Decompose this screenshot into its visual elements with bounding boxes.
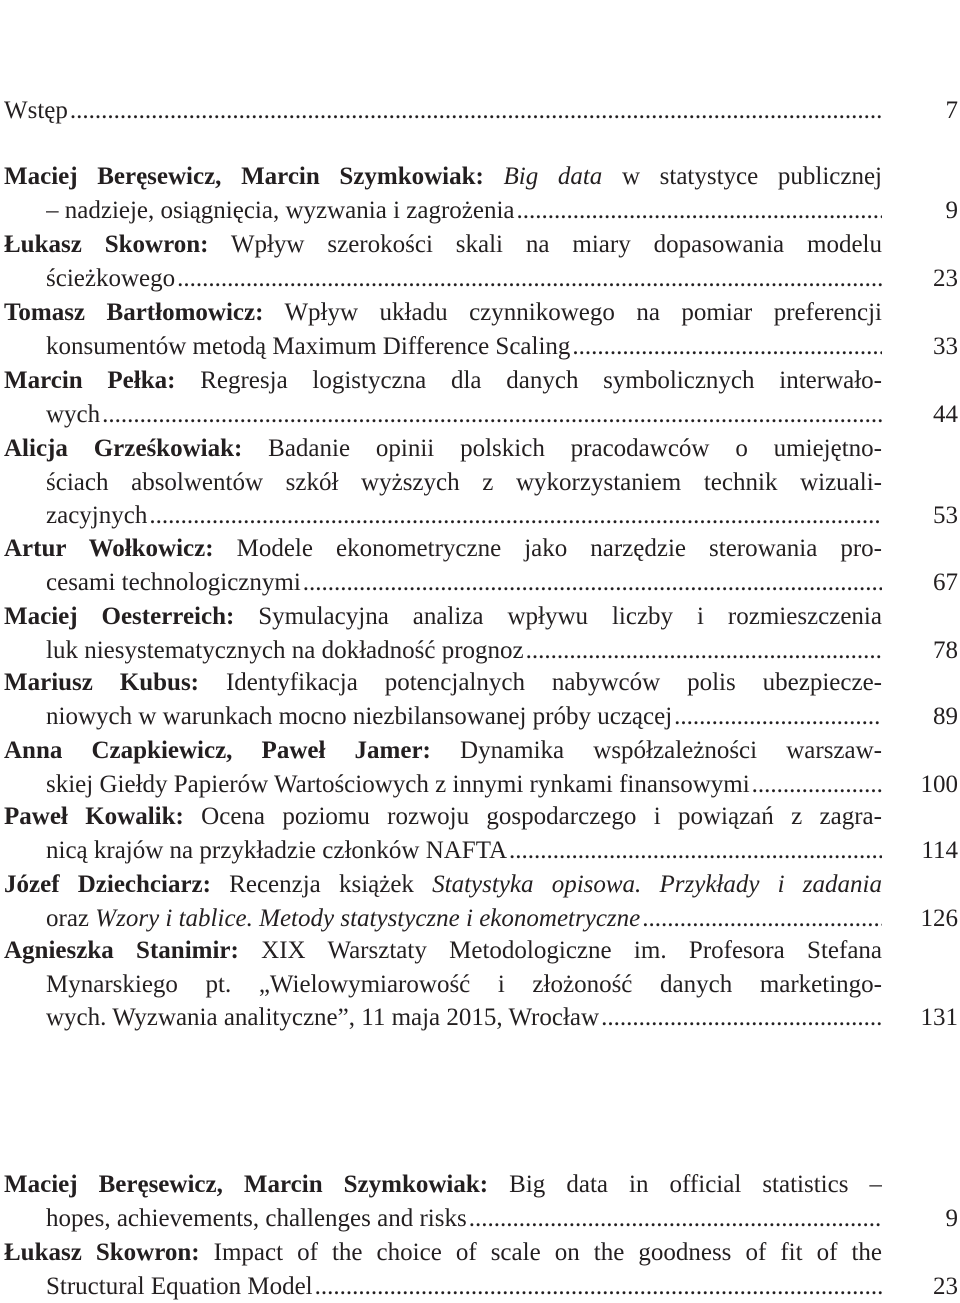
- dot-leader: [509, 834, 882, 868]
- toc-entry[interactable]: [4, 160, 958, 227]
- entry-title-italic-title: Big data: [503, 163, 603, 190]
- toc-entry[interactable]: [4, 296, 958, 363]
- entry-title-text: Recenzja książek: [210, 871, 433, 898]
- entry-author: Anna Czapkiewicz, Paweł Jamer:: [4, 737, 431, 764]
- toc-entry-leader-line: [4, 398, 958, 432]
- page-number: 7: [945, 97, 958, 124]
- entry-title-italic-title: Wzory i tablice. Metody statystyczne i ekonometryczne: [95, 904, 641, 932]
- toc-entry-first-line: [4, 532, 882, 566]
- toc-entry-first-line: [4, 160, 882, 194]
- page-number: 33: [933, 332, 958, 360]
- entry-title-text: oraz: [46, 904, 96, 932]
- toc-entry-leader-line: [4, 834, 958, 868]
- toc-entry-leader-line: [4, 768, 958, 802]
- toc-entry-first-line: [4, 432, 882, 466]
- dot-leader: [70, 94, 882, 128]
- dot-leader: [469, 1202, 882, 1236]
- dot-leader: [642, 902, 882, 936]
- entry-last-text: [46, 902, 640, 936]
- entry-author: Alicja Grześkowiak:: [4, 435, 243, 462]
- entry-author: Tomasz Bartłomowicz:: [4, 299, 264, 326]
- dot-leader: [752, 768, 882, 802]
- toc-entry[interactable]: [4, 800, 958, 867]
- toc-entry[interactable]: [4, 1168, 958, 1235]
- entry-author: Maciej Beręsewicz, Marcin Szymkowiak:: [4, 1171, 489, 1198]
- toc-entry-first-line: [4, 734, 882, 768]
- entry-title-text: Big data in official statistics –: [488, 1171, 882, 1198]
- entry-author: Artur Wołkowicz:: [4, 535, 214, 562]
- dot-leader: [572, 330, 882, 364]
- entry-last-text: wych. Wyzwania analityczne”, 11 maja 2015, Wrocław: [46, 1004, 600, 1032]
- page-number: 126: [920, 904, 958, 932]
- page-number: 53: [933, 502, 958, 530]
- entry-last-text: Structural Equation Model: [46, 1272, 313, 1300]
- page-number: 44: [933, 400, 958, 428]
- entry-title-text: w statystyce publicznej: [602, 163, 882, 190]
- entry-author: Maciej Beręsewicz, Marcin Szymkowiak:: [4, 163, 484, 190]
- entry-author: Marcin Pełka:: [4, 367, 176, 394]
- page-number: 9: [945, 1204, 958, 1232]
- entry-last-text: nicą krajów na przykładzie członków NAFTA: [46, 836, 508, 864]
- page-number: 114: [921, 836, 958, 864]
- entry-title-text: Mynarskiego pt. „Wielowymiarowość i złożoność danych marketingo-: [46, 970, 882, 998]
- entry-last-text: hopes, achievements, challenges and risks: [46, 1204, 467, 1232]
- toc-entry-continuation-line: [4, 466, 882, 500]
- toc-entry-leader-line: [4, 94, 958, 128]
- entry-title-text: Modele ekonometryczne jako narzędzie sterowania pro-: [213, 535, 882, 562]
- toc-entry-first-line: [4, 364, 882, 398]
- entry-title-text: ściach absolwentów szkół wyższych z wykorzystaniem technik wizuali-: [46, 468, 882, 496]
- page-number: 100: [920, 770, 958, 798]
- toc-entry-leader-line: [4, 1270, 958, 1303]
- page-number: 23: [933, 264, 958, 292]
- entry-title-text: Identyfikacja potencjalnych nabywców polis ubezpiecze-: [199, 669, 882, 696]
- page-number: 78: [933, 636, 958, 664]
- toc-entry-leader-line: [4, 499, 958, 533]
- toc-entry-leader-line: [4, 262, 958, 296]
- toc-entry[interactable]: [4, 734, 958, 801]
- entry-title-text: Ocena poziomu rozwoju gospodarczego i powiązań z zagra-: [183, 803, 882, 830]
- dot-leader: [303, 566, 882, 600]
- toc-entry-leader-line: [4, 1202, 958, 1236]
- toc-entry-first-line: [4, 666, 882, 700]
- entry-title-text: Regresja logistyczna dla danych symbolicznych interwało-: [175, 367, 882, 394]
- toc-entry[interactable]: [4, 934, 958, 1035]
- dot-leader: [517, 194, 882, 228]
- entry-last-text: ścieżkowego: [46, 264, 176, 292]
- entry-last-text: skiej Giełdy Papierów Wartościowych z innymi rynkami finansowymi: [46, 770, 750, 798]
- entry-author: Mariusz Kubus:: [4, 669, 200, 696]
- dot-leader: [601, 1001, 882, 1035]
- toc-entry-first-line: [4, 1236, 882, 1270]
- entry-author: Maciej Oesterreich:: [4, 603, 235, 630]
- entry-last-text: konsumentów metodą Maximum Difference Scaling: [46, 332, 571, 360]
- page-number: 67: [933, 568, 958, 596]
- toc-entry-leader-line: [4, 902, 958, 936]
- toc-entry[interactable]: [4, 228, 958, 295]
- page-number: 131: [920, 1004, 958, 1032]
- entry-last-text: Wstęp: [4, 97, 68, 124]
- toc-entry[interactable]: [4, 432, 958, 533]
- page-number: 9: [945, 196, 958, 224]
- toc-entry[interactable]: [4, 666, 958, 733]
- entry-last-text: luk niesystematycznych na dokładność prognoz: [46, 636, 524, 664]
- entry-author: Paweł Kowalik:: [4, 803, 184, 830]
- page-number: 89: [933, 702, 958, 730]
- entry-author: Łukasz Skowron:: [4, 231, 209, 258]
- entry-author: Józef Dziechciarz:: [4, 871, 211, 898]
- toc-entry-first-line: [4, 868, 882, 902]
- entry-title-text: Impact of the choice of scale on the goodness of fit of the: [199, 1239, 882, 1266]
- page-number: 23: [933, 1272, 958, 1300]
- toc-entry-leader-line: [4, 566, 958, 600]
- dot-leader: [102, 398, 882, 432]
- dot-leader: [315, 1270, 882, 1303]
- dot-leader: [177, 262, 882, 296]
- entry-author: Łukasz Skowron:: [4, 1239, 200, 1266]
- toc-entry[interactable]: [4, 868, 958, 935]
- entry-title-text: XIX Warsztaty Metodologiczne im. Profesora Stefana: [238, 937, 882, 964]
- entry-title-text: Wpływ układu czynnikowego na pomiar preferencji: [263, 299, 882, 326]
- entry-title-italic-title: Statystyka opisowa. Przykłady i zadania: [432, 871, 882, 898]
- toc-entry[interactable]: [4, 94, 958, 128]
- entry-last-text: niowych w warunkach mocno niezbilansowanej próby uczącej: [46, 702, 673, 730]
- toc-entry-leader-line: [4, 194, 958, 228]
- toc-entry-leader-line: [4, 700, 958, 734]
- toc-entry-leader-line: [4, 330, 958, 364]
- toc-entry[interactable]: [4, 1236, 958, 1303]
- dot-leader: [674, 700, 882, 734]
- toc-entry[interactable]: [4, 600, 958, 667]
- entry-last-text: cesami technologicznymi: [46, 568, 301, 596]
- toc-entry[interactable]: [4, 364, 958, 431]
- entry-title-text: Wpływ szerokości skali na miary dopasowania modelu: [208, 231, 882, 258]
- toc-entry-leader-line: [4, 634, 958, 668]
- entry-last-text: wych: [46, 400, 101, 428]
- toc-entry-first-line: [4, 1168, 882, 1202]
- entry-title-text: [484, 163, 504, 190]
- dot-leader: [149, 499, 882, 533]
- entry-last-text: – nadzieje, osiągnięcia, wyzwania i zagrożenia: [46, 196, 515, 224]
- toc-entry-leader-line: [4, 1001, 958, 1035]
- entry-author: Agnieszka Stanimir:: [4, 937, 239, 964]
- toc-entry-first-line: [4, 800, 882, 834]
- dot-leader: [526, 634, 882, 668]
- toc-entry-first-line: [4, 600, 882, 634]
- entry-title-text: Badanie opinii polskich pracodawców o umiejętno-: [242, 435, 882, 462]
- entry-title-text: Symulacyjna analiza wpływu liczby i rozmieszczenia: [234, 603, 882, 630]
- toc-entry-first-line: [4, 228, 882, 262]
- toc-entry-first-line: [4, 934, 882, 968]
- toc-entry-continuation-line: [4, 968, 882, 1002]
- toc-entry[interactable]: [4, 532, 958, 599]
- entry-title-text: Dynamika współzależności warszaw-: [430, 737, 882, 764]
- entry-last-text: zacyjnych: [46, 502, 148, 530]
- toc-entry-first-line: [4, 296, 882, 330]
